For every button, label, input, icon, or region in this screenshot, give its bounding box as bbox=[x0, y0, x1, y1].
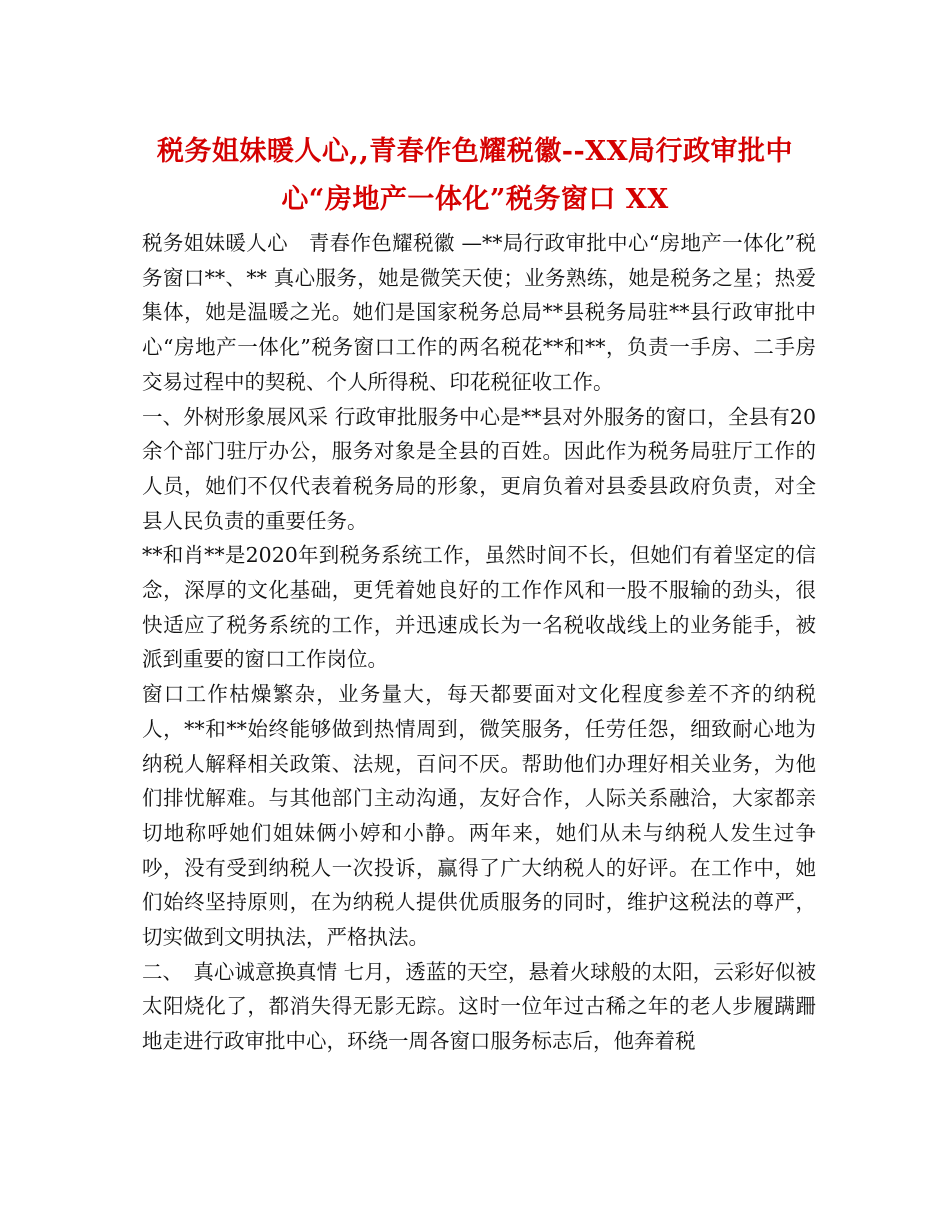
paragraph-section-2: 二、 真心诚意换真情 七月，透蓝的天空，悬着火球般的太阳，云彩好似被太阳烧化了，都消失得无影无踪。这时一位年过古稀之年的老人步履蹒跚地走进行政审批中心，环绕一周各窗口服务标志后，他奔着税 bbox=[142, 959, 816, 1054]
document-body bbox=[142, 226, 816, 1059]
paragraph-window-work: 窗口工作枯燥繁杂，业务量大，每天都要面对文化程度参差不齐的纳税人，**和**始终能够做到热情周到，微笑服务，任劳任怨，细致耐心地为纳税人解释相关政策、法规，百问不厌。帮助他们办理好相关业务，为他们排忧解难。与其他部门主动沟通，友好合作，人际关系融洽，大家都亲切地称呼她们姐妹俩小婷和小静。两年来，她们从未与纳税人发生过争吵，没有受到纳税人一次投诉，赢得了广大纳税人的好评。在工作中，她们始终坚持原则，在为纳税人提供优质服务的同时，维护这税法的尊严，切实做到文明执法，严格执法。 bbox=[142, 682, 816, 950]
paragraph-background: **和肖**是2020年到税务系统工作，虽然时间不长，但她们有着坚定的信念，深厚的文化基础，更凭着她良好的工作作风和一股不服输的劲头，很快适应了税务系统的工作，并迅速成长为一名税收战线上的业务能手，被派到重要的窗口工作岗位。 bbox=[142, 543, 816, 672]
paragraph-intro: 税务姐妹暖人心 青春作色耀税徽 —**局行政审批中心“房地产一体化”税务窗口**、** 真心服务，她是微笑天使；业务熟练，她是税务之星；热爱集体，她是温暖之光。她们是国家税务总局**县税务局驻**县行政审批中心“房地产一体化”税务窗口工作的两名税花**和**，负责一手房、二手房交易过程中的契税、个人所得税、印花税征收工作。 bbox=[142, 231, 816, 394]
title-line-2: 心“房地产一体化”税务窗口 XX bbox=[281, 184, 669, 215]
document-title bbox=[120, 128, 830, 224]
title-line-1: 税务姐妹暖人心,,青春作色耀税徽--XX局行政审批中 bbox=[156, 136, 794, 167]
paragraph-section-1: 一、外树形象展风采 行政审批服务中心是**县对外服务的窗口，全县有20余个部门驻厅办公，服务对象是全县的百姓。因此作为税务局驻厅工作的人员，她们不仅代表着税务局的形象，更肩负着对县委县政府负责，对全县人民负责的重要任务。 bbox=[142, 404, 816, 533]
